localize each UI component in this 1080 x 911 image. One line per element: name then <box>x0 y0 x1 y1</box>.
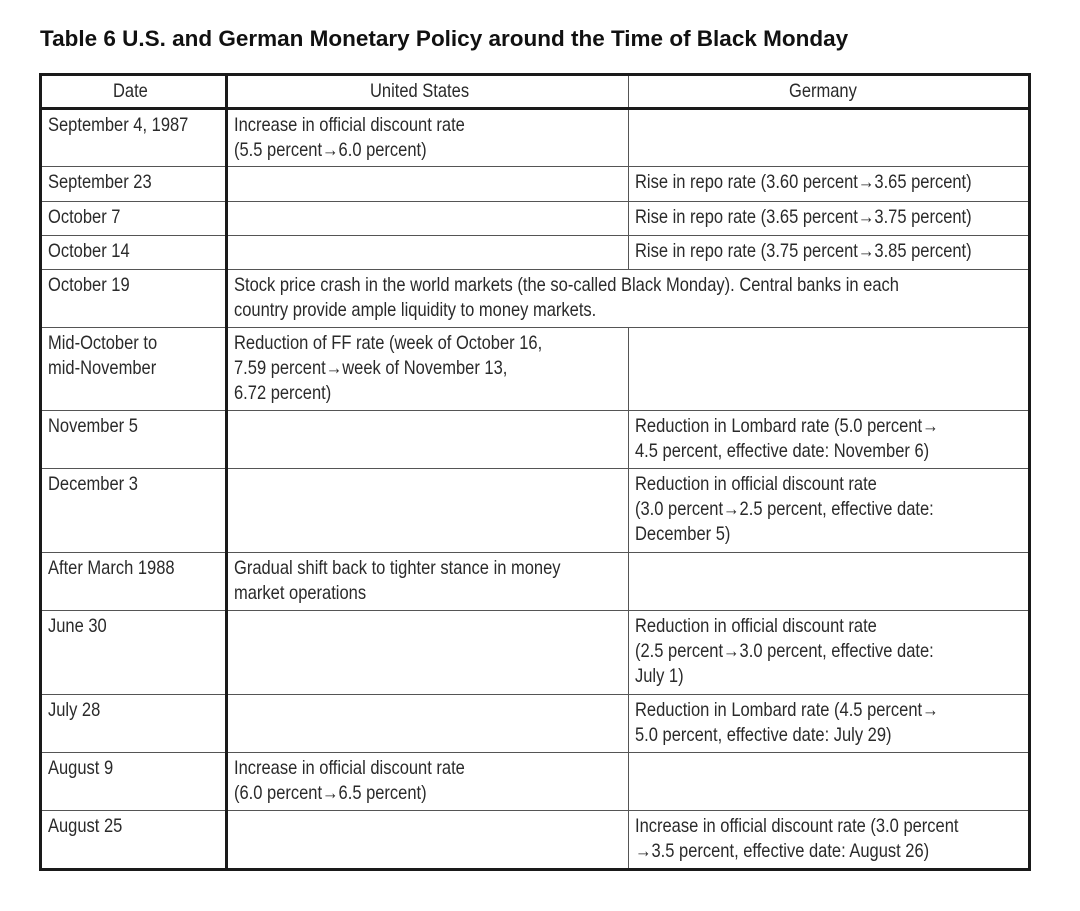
date-cell <box>41 695 227 753</box>
date-cell-text: August 25 <box>48 816 123 837</box>
table-row <box>41 411 1030 469</box>
date-cell <box>41 202 227 236</box>
germany-cell-text <box>635 110 1021 113</box>
united-states-cell-text <box>234 611 620 614</box>
united-states-cell-text <box>234 167 620 170</box>
germany-cell-text: Rise in repo rate (3.60 percent→3.65 percent) <box>634 172 972 193</box>
table-row <box>41 811 1030 870</box>
united-states-cell <box>227 753 628 811</box>
germany-cell-text <box>635 553 1021 556</box>
date-cell <box>41 553 227 611</box>
germany-cell-text: Rise in repo rate (3.75 percent→3.85 percent) <box>634 241 972 262</box>
date-cell-text: After March 1988 <box>48 558 175 579</box>
table-row <box>41 270 1030 328</box>
united-states-cell-text <box>234 695 620 698</box>
table-title: Table 6 U.S. and German Monetary Policy around the Time of Black Monday <box>40 26 849 51</box>
germany-cell <box>628 553 1029 611</box>
date-cell <box>41 236 227 270</box>
united-states-cell <box>227 202 628 236</box>
date-cell <box>41 753 227 811</box>
header-row <box>41 75 1030 109</box>
germany-cell <box>628 167 1029 202</box>
column-header-germany <box>628 75 1029 109</box>
monetary-policy-table <box>39 73 1031 871</box>
table-row <box>41 753 1030 811</box>
united-states-cell <box>227 553 628 611</box>
germany-cell-text: Increase in official discount rate (3.0 percent →3.5 percent, effective date: August 26) <box>634 816 959 862</box>
both-countries-cell-text: Stock price crash in the world markets (the so-called Black Monday). Central banks in each country provide ample liquidity to money markets. <box>234 275 900 321</box>
united-states-cell-text <box>234 202 620 205</box>
date-cell-text: December 3 <box>48 474 138 495</box>
united-states-cell-text <box>234 469 620 472</box>
date-cell <box>41 469 227 553</box>
table-row <box>41 109 1030 167</box>
date-cell <box>41 167 227 202</box>
date-cell-text: October 14 <box>48 241 130 262</box>
date-cell-text: August 9 <box>48 758 114 779</box>
date-cell <box>41 270 227 328</box>
date-cell <box>41 328 227 411</box>
germany-cell-text: Reduction in official discount rate (2.5 percent→3.0 percent, effective date: July 1) <box>634 616 934 687</box>
date-cell <box>41 109 227 167</box>
date-cell <box>41 811 227 870</box>
date-cell-text: September 23 <box>48 172 152 193</box>
column-header-germany-label: Germany <box>788 81 857 102</box>
germany-cell <box>628 236 1029 270</box>
germany-cell <box>628 469 1029 553</box>
united-states-cell <box>227 167 628 202</box>
date-cell <box>41 411 227 469</box>
united-states-cell-text <box>234 811 620 814</box>
table-row <box>41 328 1030 411</box>
united-states-cell <box>227 811 628 870</box>
germany-cell-text <box>635 328 1021 331</box>
germany-cell <box>628 611 1029 695</box>
united-states-cell-text: Increase in official discount rate (5.5 percent→6.0 percent) <box>234 115 466 161</box>
column-header-date <box>41 75 227 109</box>
date-cell-text: Mid-October to mid-November <box>48 333 158 379</box>
germany-cell-text: Reduction in Lombard rate (5.0 percent→ 4.5 percent, effective date: November 6) <box>634 416 939 462</box>
united-states-cell <box>227 695 628 753</box>
united-states-cell-text: Gradual shift back to tighter stance in money market operations <box>234 558 561 604</box>
germany-cell <box>628 695 1029 753</box>
united-states-cell <box>227 469 628 553</box>
united-states-cell <box>227 411 628 469</box>
table-row <box>41 553 1030 611</box>
germany-cell <box>628 328 1029 411</box>
table-row <box>41 167 1030 202</box>
column-header-united-states <box>227 75 628 109</box>
united-states-cell-text <box>234 411 620 414</box>
united-states-cell <box>227 236 628 270</box>
both-countries-cell <box>227 270 1030 328</box>
germany-cell-text <box>635 753 1021 756</box>
united-states-cell-text <box>234 236 620 239</box>
germany-cell-text: Reduction in official discount rate (3.0 percent→2.5 percent, effective date: December 5) <box>634 474 934 545</box>
germany-cell <box>628 202 1029 236</box>
date-cell-text: June 30 <box>48 616 107 637</box>
table-row <box>41 611 1030 695</box>
column-header-date-label: Date <box>113 81 149 102</box>
germany-cell <box>628 109 1029 167</box>
date-cell-text: September 4, 1987 <box>48 115 189 136</box>
date-cell-text: July 28 <box>48 700 101 721</box>
united-states-cell <box>227 611 628 695</box>
united-states-cell-text: Reduction of FF rate (week of October 16, 7.59 percent→week of November 13, 6.72 percent) <box>234 333 543 404</box>
date-cell-text: November 5 <box>48 416 138 437</box>
table-row <box>41 202 1030 236</box>
germany-cell-text: Rise in repo rate (3.65 percent→3.75 percent) <box>634 207 972 228</box>
germany-cell-text: Reduction in Lombard rate (4.5 percent→ 5.0 percent, effective date: July 29) <box>634 700 939 746</box>
column-header-united-states-label: United States <box>370 81 470 102</box>
germany-cell <box>628 411 1029 469</box>
date-cell-text: October 19 <box>48 275 130 296</box>
date-cell <box>41 611 227 695</box>
united-states-cell <box>227 328 628 411</box>
united-states-cell-text: Increase in official discount rate (6.0 percent→6.5 percent) <box>234 758 466 804</box>
table-row <box>41 236 1030 270</box>
date-cell-text: October 7 <box>48 207 121 228</box>
table-row <box>41 695 1030 753</box>
germany-cell <box>628 753 1029 811</box>
germany-cell <box>628 811 1029 870</box>
united-states-cell <box>227 109 628 167</box>
table-row <box>41 469 1030 553</box>
